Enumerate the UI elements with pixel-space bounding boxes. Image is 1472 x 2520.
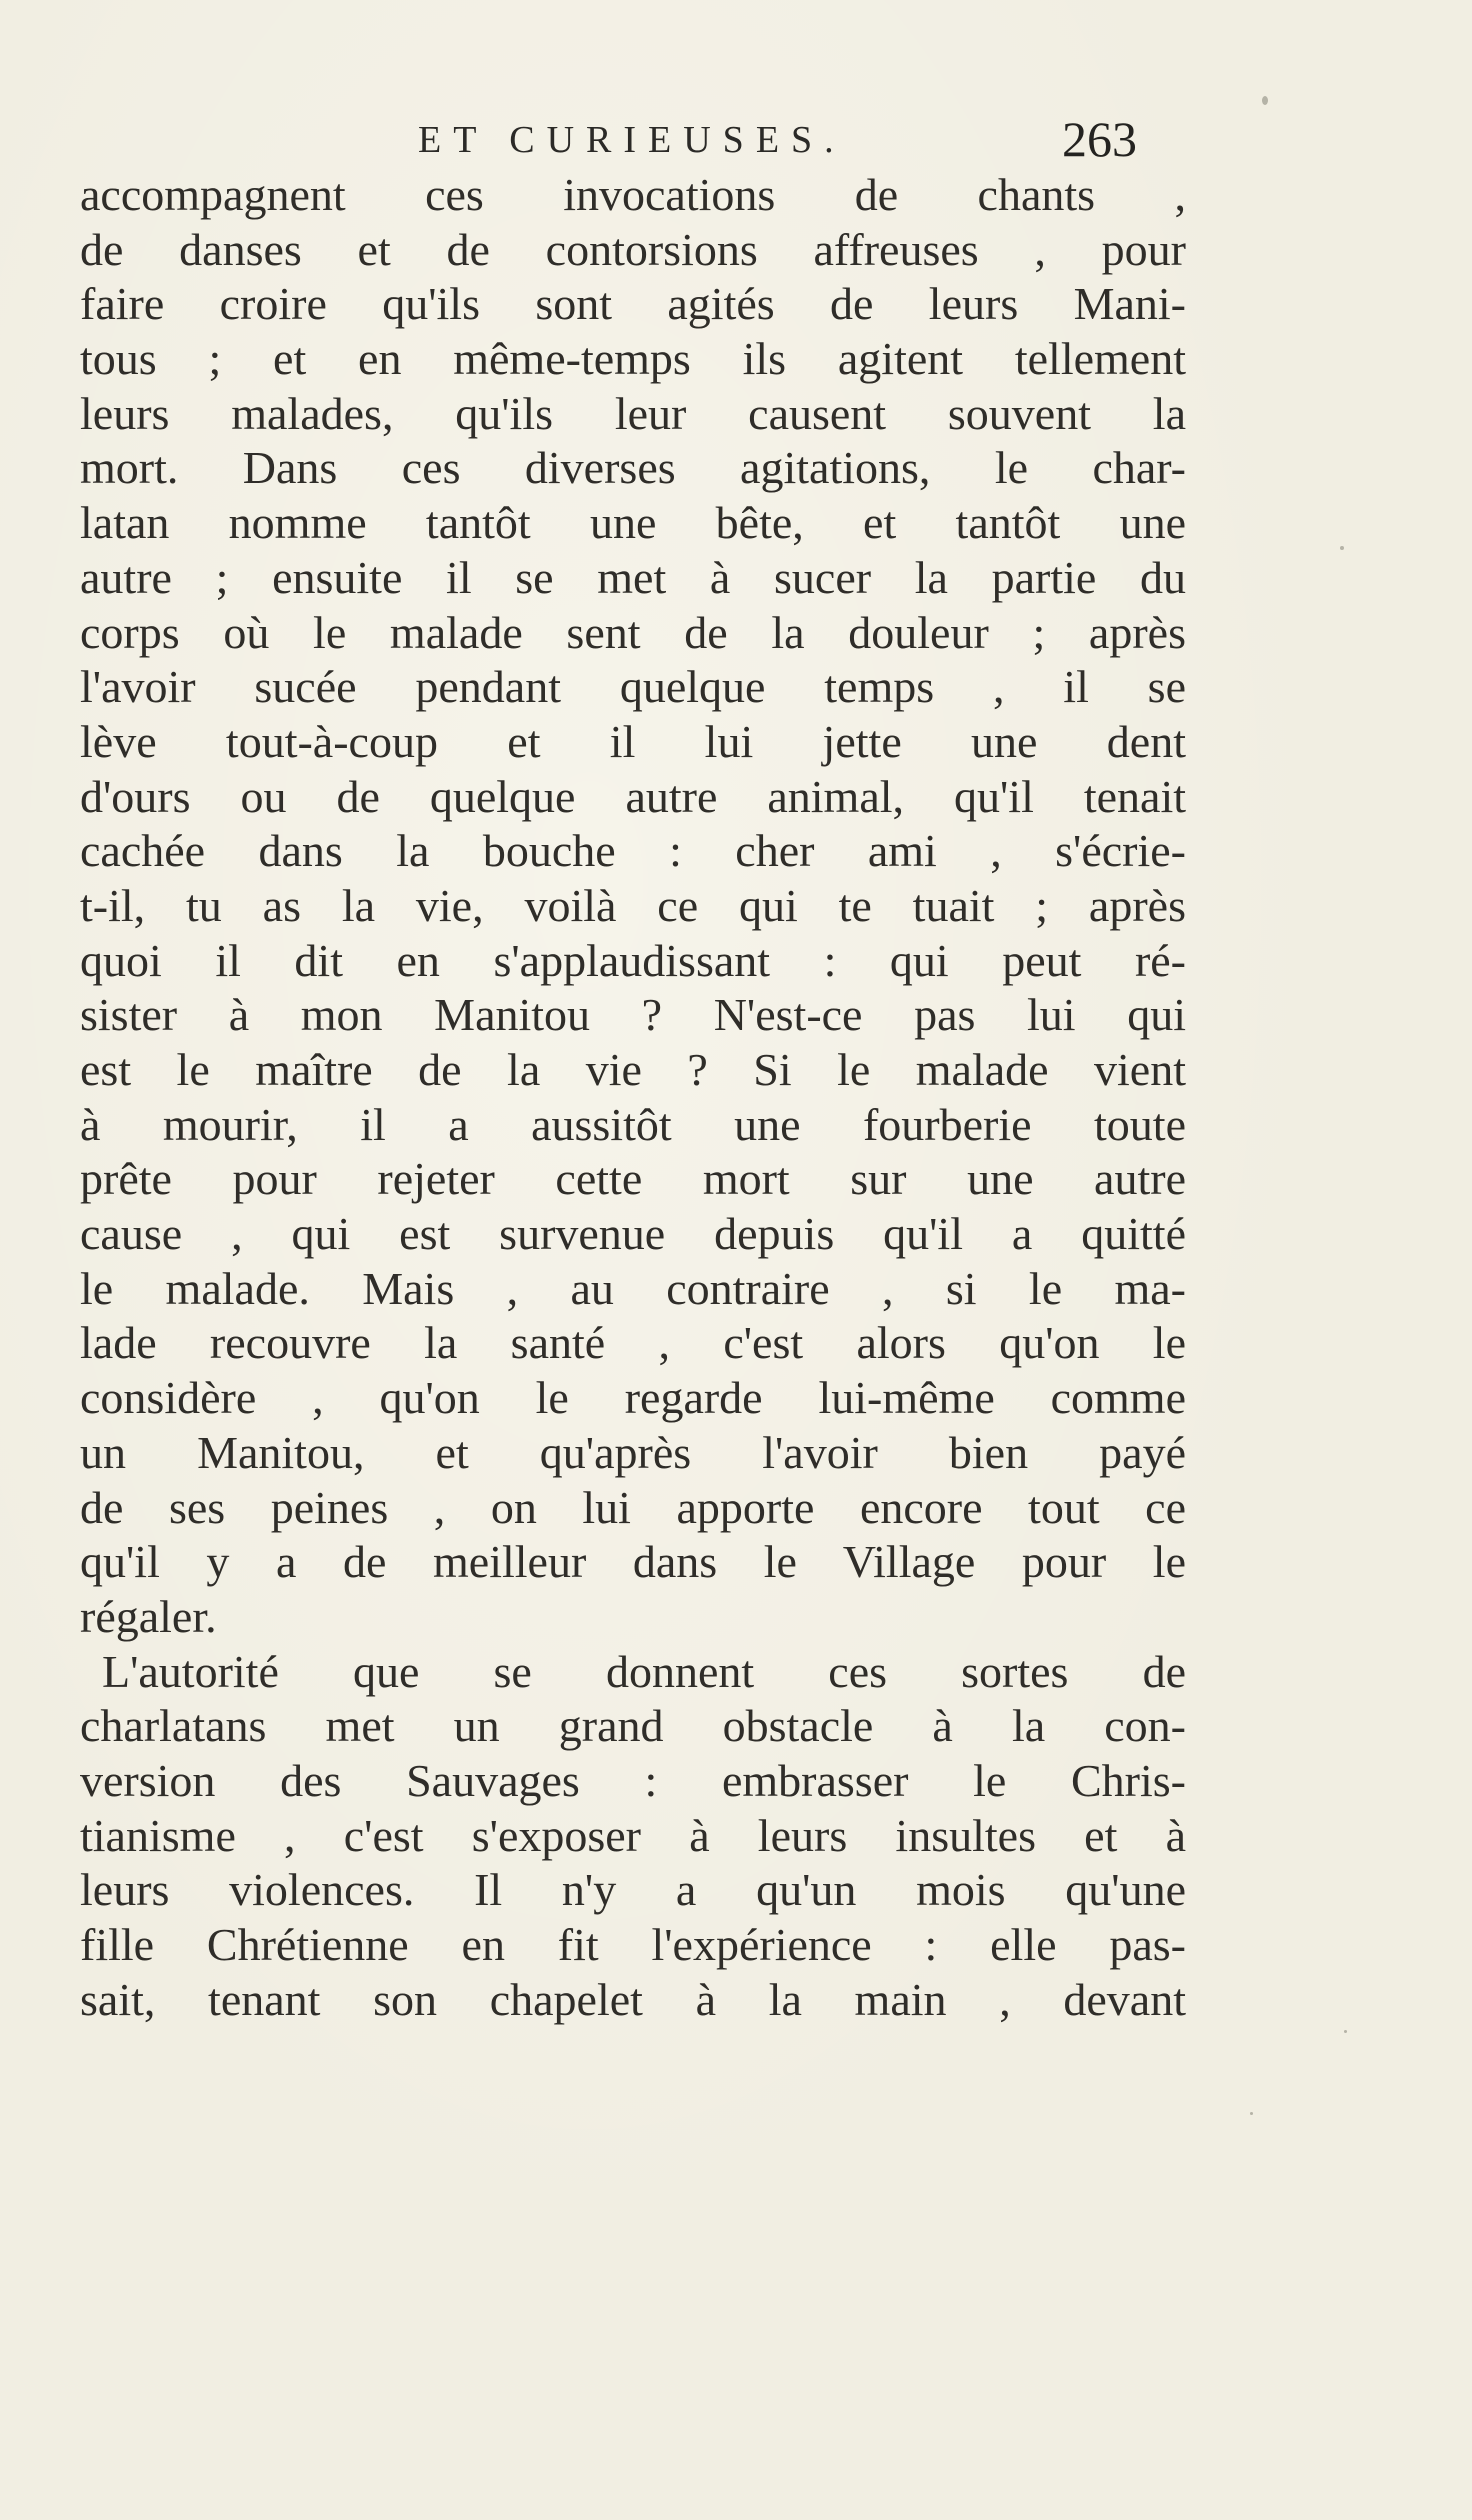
text-line: de danses et de contorsions affreuses , pour [80, 223, 1186, 275]
text-line: version des Sauvages : embrasser le Chris- [80, 1754, 1186, 1806]
text-line: mort. Dans ces diverses agitations, le char- [80, 442, 1186, 494]
text-line: régaler. [80, 1590, 217, 1642]
paper-speck [1340, 546, 1344, 550]
text-line: est le maître de la vie ? Si le malade vient [80, 1044, 1186, 1095]
text-line: sister à mon Manitou ? N'est-ce pas lui qui [80, 989, 1186, 1041]
text-line: fille Chrétienne en fit l'expérience : elle pas- [80, 1919, 1186, 1970]
body-text [80, 168, 1186, 2027]
text-line: quoi il dit en s'applaudissant : qui peut ré- [80, 934, 1186, 986]
text-line: t-il, tu as la vie, voilà ce qui te tuait ; après [80, 879, 1186, 931]
text-line: leurs violences. Il n'y a qu'un mois qu'une [80, 1864, 1186, 1916]
paper-speck [1344, 2030, 1347, 2033]
text-line: corps où le malade sent de la douleur ; après [80, 606, 1186, 658]
text-line: latan nomme tantôt une bête, et tantôt une [80, 497, 1186, 549]
text-line: tous ; et en même-temps ils agitent tellement [80, 333, 1186, 385]
paper-speck [1262, 96, 1268, 105]
text-line: d'ours ou de quelque autre animal, qu'il tenait [80, 770, 1186, 822]
running-title: ET CURIEUSES. [418, 119, 846, 161]
text-line: prête pour rejeter cette mort sur une autre [80, 1153, 1186, 1205]
text-line: tianisme , c'est s'exposer à leurs insultes et à [80, 1809, 1186, 1861]
text-line: faire croire qu'ils sont agités de leurs Mani- [80, 278, 1186, 330]
text-line: autre ; ensuite il se met à sucer la partie du [80, 551, 1186, 603]
text-line: leurs malades, qu'ils leur causent souvent la [80, 387, 1186, 439]
text-line: lade recouvre la santé , c'est alors qu'on le [80, 1317, 1186, 1369]
text-line: l'avoir sucée pendant quelque temps , il se [80, 661, 1186, 713]
paper-speck [1250, 2112, 1253, 2115]
text-line: L'autorité que se donnent ces sortes de [102, 1645, 1186, 1697]
text-line: sait, tenant son chapelet à la main , devant [80, 1973, 1186, 2025]
text-line: qu'il y a de meilleur dans le Village pour le [80, 1536, 1186, 1588]
text-line: considère , qu'on le regarde lui-même comme [80, 1372, 1186, 1424]
text-line: cause , qui est survenue depuis qu'il a quitté [80, 1208, 1186, 1260]
text-line: à mourir, il a aussitôt une fourberie toute [80, 1098, 1186, 1150]
text-line: de ses peines , on lui apporte encore tout ce [80, 1481, 1186, 1533]
text-line: lève tout-à-coup et il lui jette une dent [80, 715, 1186, 767]
page-number: 263 [1062, 111, 1137, 167]
text-line: cachée dans la bouche : cher ami , s'écrie- [80, 825, 1186, 877]
text-line: charlatans met un grand obstacle à la con- [80, 1700, 1186, 1752]
text-line: le malade. Mais , au contraire , si le ma- [80, 1262, 1186, 1314]
text-line: un Manitou, et qu'après l'avoir bien payé [80, 1426, 1186, 1478]
text-line: accompagnent ces invocations de chants , [80, 169, 1186, 220]
